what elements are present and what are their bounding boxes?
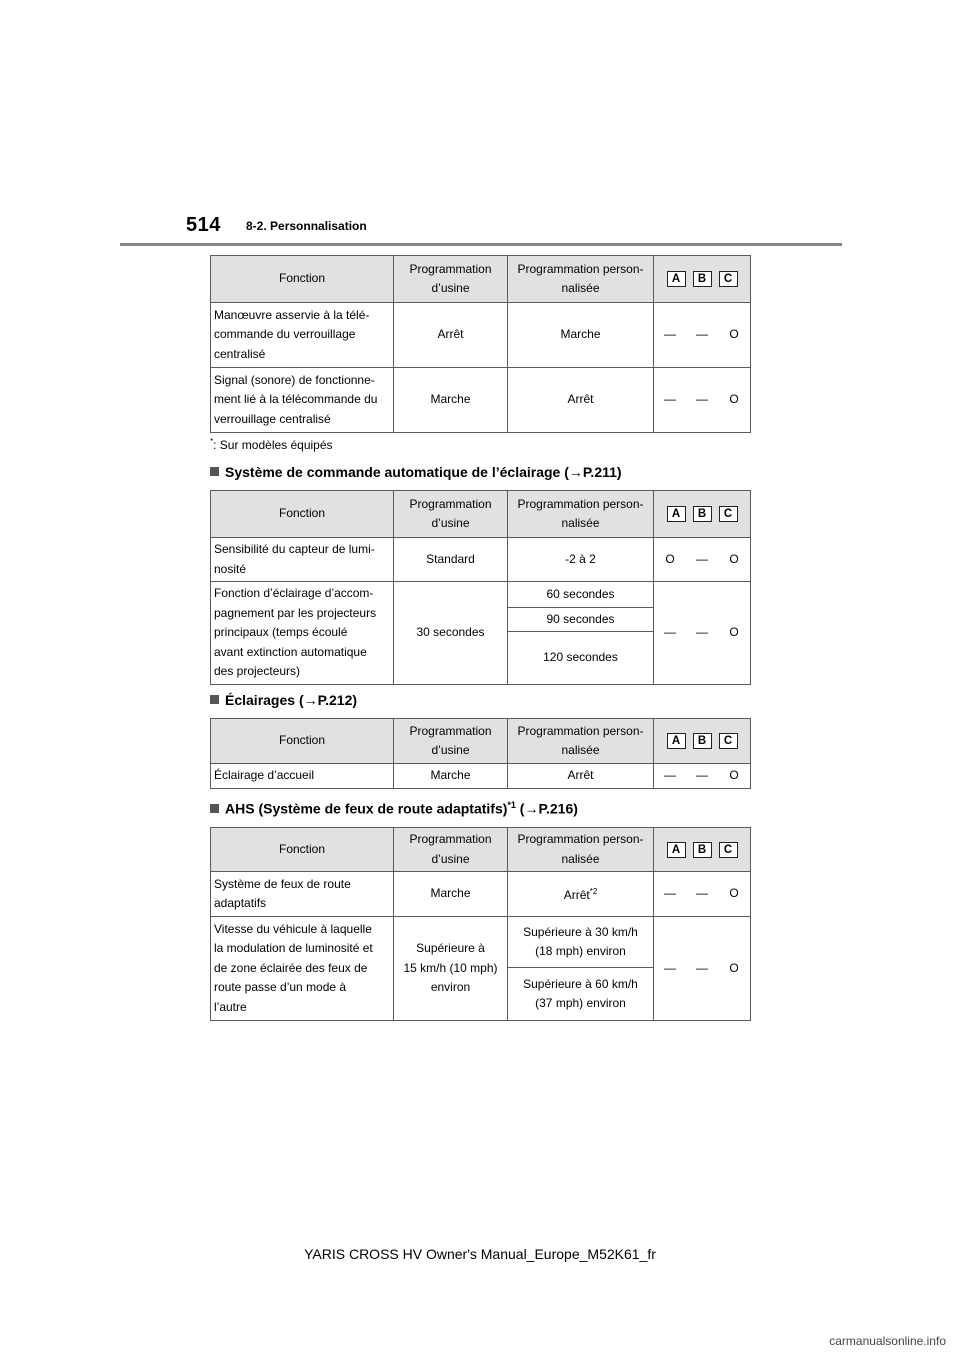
- square-bullet-icon: [210, 695, 219, 704]
- a-box-icon: A: [667, 271, 686, 287]
- header-custom: Programmation person- nalisée: [508, 828, 654, 872]
- abc-cell: — — O: [654, 764, 751, 789]
- footer-manual-title: YARIS CROSS HV Owner's Manual_Europe_M52K61_fr: [304, 1246, 656, 1262]
- a-box-icon: A: [667, 842, 686, 858]
- function-cell: Fonction d’éclairage d’accom- pagnement par les projecteurs principaux (temps écoulé avant extinction automatique des projecteurs): [211, 582, 394, 685]
- b-box-icon: B: [693, 733, 712, 749]
- factory-cell: 30 secondes: [394, 582, 508, 685]
- b-box-icon: B: [693, 506, 712, 522]
- abc-cell: — — O: [654, 872, 751, 917]
- custom-cell: Arrêt$^{*2}$: [508, 872, 654, 917]
- function-cell: Éclairage d’accueil: [211, 764, 394, 789]
- b-box-icon: B: [693, 271, 712, 287]
- function-cell: Signal (sonore) de fonctionne- ment lié à la télécommande du verrouillage centralisé: [211, 368, 394, 433]
- c-box-icon: C: [719, 733, 738, 749]
- heading-ahs: AHS (Système de feux de route adaptatifs)$^{*1}$ (→P.216): [210, 800, 578, 817]
- square-bullet-icon: [210, 467, 219, 476]
- function-cell: Manœuvre asservie à la télé- commande du verrouillage centralisé: [211, 303, 394, 368]
- a-box-icon: A: [667, 506, 686, 522]
- factory-cell: Marche: [394, 368, 508, 433]
- c-box-icon: C: [719, 842, 738, 858]
- header-fonction: Fonction: [211, 719, 394, 764]
- table-row: [211, 368, 751, 433]
- a-box-icon: A: [667, 733, 686, 749]
- custom-cell: Marche: [508, 303, 654, 368]
- abc-cell: O — O: [654, 538, 751, 582]
- table-lighting: [210, 718, 751, 789]
- header-abc: [654, 719, 751, 764]
- header-custom: Programmation person- nalisée: [508, 256, 654, 303]
- table-row: [211, 538, 751, 582]
- abc-cell: — — O: [654, 368, 751, 433]
- square-bullet-icon: [210, 804, 219, 813]
- table-row: [211, 764, 751, 789]
- header-fonction: Fonction: [211, 256, 394, 303]
- header-custom: Programmation person- nalisée: [508, 491, 654, 538]
- header-factory: Programmation d’usine: [394, 828, 508, 872]
- header-factory: Programmation d’usine: [394, 256, 508, 303]
- footnote: *: Sur modèles équipés: [210, 437, 333, 452]
- header-rule: [120, 243, 842, 246]
- custom-cell: 120 secondes: [508, 632, 654, 685]
- custom-cell: -2 à 2: [508, 538, 654, 582]
- factory-cell: Supérieure à 15 km/h (10 mph) environ: [394, 917, 508, 1021]
- header-abc: [654, 491, 751, 538]
- watermark: carmanualsonline.info: [829, 1334, 946, 1348]
- c-box-icon: C: [719, 271, 738, 287]
- abc-cell: — — O: [654, 303, 751, 368]
- header-abc: [654, 828, 751, 872]
- header-fonction: Fonction: [211, 491, 394, 538]
- custom-cell: Arrêt: [508, 764, 654, 789]
- b-box-icon: B: [693, 842, 712, 858]
- table-remote-lock: [210, 255, 751, 433]
- header-factory: Programmation d’usine: [394, 719, 508, 764]
- header-fonction: Fonction: [211, 828, 394, 872]
- table-row: [211, 582, 751, 608]
- custom-cell: Supérieure à 60 km/h (37 mph) environ: [508, 968, 654, 1021]
- function-cell: Sensibilité du capteur de lumi- nosité: [211, 538, 394, 582]
- factory-cell: Arrêt: [394, 303, 508, 368]
- table-row: [211, 303, 751, 368]
- abc-cell: — — O: [654, 582, 751, 685]
- factory-cell: Marche: [394, 872, 508, 917]
- section-title: 8-2. Personnalisation: [246, 219, 367, 233]
- c-box-icon: C: [719, 506, 738, 522]
- function-cell: Système de feux de route adaptatifs: [211, 872, 394, 917]
- table-auto-lighting: [210, 490, 751, 685]
- page-number: 514: [186, 214, 221, 236]
- custom-cell: Supérieure à 30 km/h (18 mph) environ: [508, 917, 654, 968]
- header-abc: [654, 256, 751, 303]
- custom-cell: 60 secondes: [508, 582, 654, 608]
- heading-auto-lighting: Système de commande automatique de l’éclairage (→P.211): [210, 464, 622, 480]
- function-cell: Vitesse du véhicule à laquelle la modulation de luminosité et de zone éclairée des feux de route passe d’un mode à l’autre: [211, 917, 394, 1021]
- table-ahs: [210, 827, 751, 1021]
- factory-cell: Standard: [394, 538, 508, 582]
- custom-cell: Arrêt: [508, 368, 654, 433]
- heading-lighting: Éclairages (→P.212): [210, 692, 357, 708]
- table-row: [211, 917, 751, 968]
- header-custom: Programmation person- nalisée: [508, 719, 654, 764]
- header-factory: Programmation d’usine: [394, 491, 508, 538]
- table-row: [211, 872, 751, 917]
- factory-cell: Marche: [394, 764, 508, 789]
- abc-cell: — — O: [654, 917, 751, 1021]
- custom-cell: 90 secondes: [508, 608, 654, 632]
